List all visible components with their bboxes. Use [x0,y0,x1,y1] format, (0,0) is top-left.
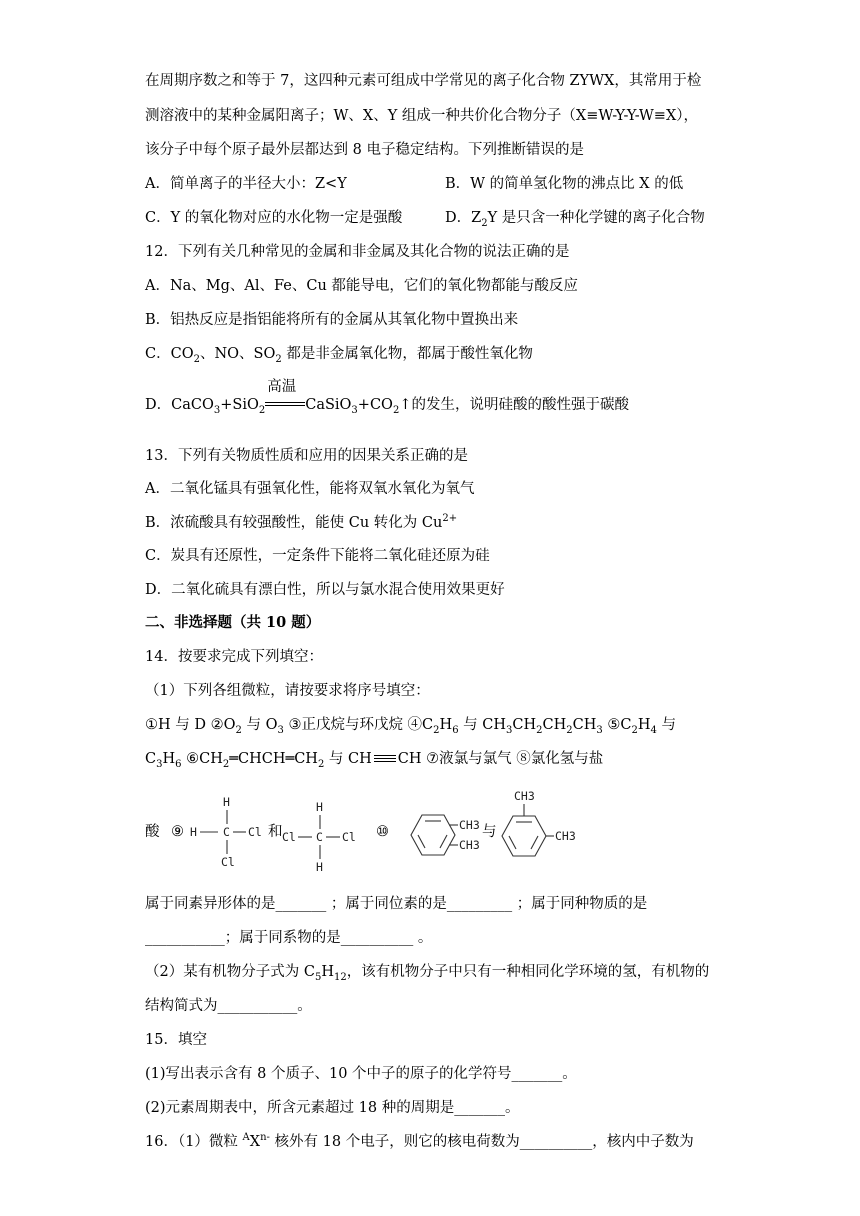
structure-ch2cl2-a [188,792,268,872]
svg-text:H: H [316,860,323,874]
reaction-condition-arrow [265,379,305,415]
acid-char: 酸 [145,824,160,840]
triple-bond [372,754,398,764]
q15-part-2: (2)元素周期表中，所含元素超过 18 种的周期是_______。 [145,1100,520,1116]
q11-option-a: A．简单离子的半径大小：Z<Y [145,176,347,192]
with-char: 与 [482,824,497,840]
svg-text:Cl: Cl [248,825,262,839]
q11-option-d: D．$Z_2Y$ 是只含一种化学键的离子化合物 [445,210,705,229]
svg-text:C: C [223,825,230,839]
q11-stem-line-1: 在周期序数之和等于 7，这四种元素可组成中学常见的离子化合物 ZYWX，其常用于检 [145,73,702,89]
q15-stem: 15．填空 [145,1032,207,1048]
q13-option-d: D．二氧化硫具有漂白性，所以与氯水混合使用效果更好 [145,582,505,598]
svg-text:CH3: CH3 [459,818,480,832]
structure-o-xylene-b [490,786,600,886]
q11-option-c: C．Y 的氧化物对应的水化物一定是强酸 [145,210,403,226]
svg-text:H: H [190,825,197,839]
section-2-heading: 二、非选择题（共 10 题） [145,614,321,631]
q11-option-row-1 [145,174,684,194]
structure-ch2cl2-b [280,797,370,877]
q11-stem-line-2: 测溶液中的某种金属阳离子；W、X、Y 组成一种共价化合物分子（X≡W-Y-Y-W≡X）， [145,108,699,124]
svg-text:CH3: CH3 [555,829,576,843]
q14-part-2-answer: 结构简式为___________。 [145,998,312,1014]
item-9-marker: ⑨ [171,824,184,840]
and-char: 和 [268,824,283,840]
svg-text:CH3: CH3 [459,838,480,852]
q14-groups-line-1: ①H 与 D $②O_2$ 与 $O_3$ ③正戊烷与环戊烷 $④C_2H_6$ 与 $CH_3CH_2CH_2CH_3$ $⑤C_2H_4$ 与 [145,717,676,736]
q11-option-b: B．W 的简单氢化物的沸点比 X 的低 [445,176,684,192]
q14-answer-line-1: 属于同素异形体的是_______ ；属于同位素的是_________ ；属于同种物质的是 [145,896,648,912]
q12-option-b: B．铝热反应是指铝能将所有的金属从其氧化物中置换出来 [145,312,519,328]
q12-option-a: A．Na、Mg、Al、Fe、Cu 都能导电，它们的氧化物都能与酸反应 [145,278,578,294]
q16-part-1: 16．（1）微粒 $^AX^{n-}$ 核外有 18 个电子，则它的核电荷数为__________，核内中子数为 [145,1132,694,1150]
q13-option-c: C．炭具有还原性，一定条件下能将二氧化硅还原为硅 [145,548,490,564]
q12-stem: 12．下列有关几种常见的金属和非金属及其化合物的说法正确的是 [145,244,570,260]
q14-part-2: （2）某有机物分子式为 $C_5H_{12}$，该有机物分子中只有一种相同化学环境的氢，有机物的 [145,964,710,983]
svg-text:CH3: CH3 [514,789,535,803]
q14-groups-line-2: $C_3H_6$ $⑥CH_2═CHCH═CH_2$ 与 CH CH ⑦液氯与氯气 ⑧氯化氢与盐 [145,751,604,770]
q12-option-c: C．$CO_2$、NO、$SO_2$ 都是非金属氧化物，都属于酸性氧化物 [145,346,533,365]
q14-part-1: （1）下列各组微粒，请按要求将序号填空： [145,683,430,699]
svg-text:Cl: Cl [342,830,356,844]
svg-text:H: H [223,795,230,809]
svg-text:Cl: Cl [221,855,235,869]
q13-option-a: A．二氧化锰具有强氧化性，能将双氧水氧化为氧气 [145,481,475,497]
q15-part-1: (1)写出表示含有 8 个质子、10 个中子的原子的化学符号_______。 [145,1066,577,1082]
item-10-marker: ⑩ [376,824,389,840]
q14-stem: 14．按要求完成下列填空： [145,649,323,665]
svg-text:Cl: Cl [282,830,296,844]
svg-text:H: H [316,800,323,814]
q12-option-d: D．CaCO$_3$+SiO$_2$ 高温 $CaSiO_3+CO_2↑$的发生，说明硅酸的酸性强于碳酸 [145,379,629,416]
q13-stem: 13．下列有关物质性质和应用的因果关系正确的是 [145,448,468,464]
q11-option-row-2 [145,208,705,229]
high-temp-label: 高温 [267,379,297,395]
q11-stem-line-3: 该分子中每个原子最外层都达到 8 电子稳定结构。下列推断错误的是 [145,142,584,158]
svg-text:C: C [316,830,323,844]
q13-option-b: B．浓硫酸具有较强酸性，能使 Cu 转化为 $Cu^{2+}$ [145,513,458,531]
q14-answer-line-2: ___________；属于同系物的是__________ 。 [145,930,433,946]
